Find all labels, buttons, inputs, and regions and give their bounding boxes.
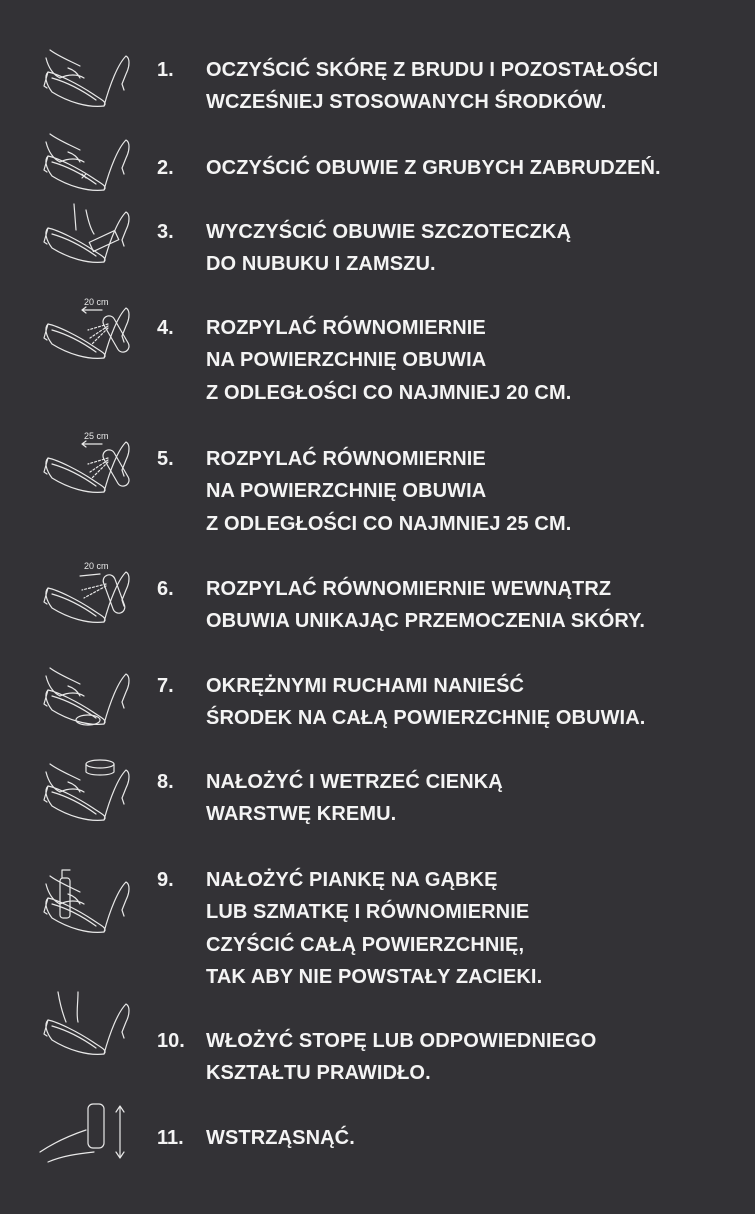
step-text (206, 152, 661, 184)
step-text-line: NAŁOŻYĆ PIANKĘ NA GĄBKĘ (206, 869, 498, 891)
step-text-line: Z ODLEGŁOŚCI CO NAJMNIEJ 25 CM. (206, 512, 572, 535)
step-text (206, 1025, 596, 1090)
step-text-line: NA POWIERZCHNIĘ OBUWIA (206, 349, 487, 372)
step-text-line: WARSTWĘ KREMU. (206, 803, 397, 826)
foot-in-shoe-icon (38, 992, 138, 1064)
foam-shoe-icon (38, 870, 138, 942)
step-text (206, 312, 571, 409)
step-text-line: OKRĘŻNYMI RUCHAMI NANIEŚĆ (206, 675, 525, 697)
step-text (206, 443, 571, 540)
step-text-line: LUB SZMATKĘ I RÓWNOMIERNIE (206, 901, 530, 924)
distance-label: 25 cm (84, 431, 109, 441)
step-text-line: OCZYŚCIĆ SKÓRĘ Z BRUDU I POZOSTAŁOŚCI (206, 59, 659, 81)
step-text-line: OBUWIA UNIKAJĄC PRZEMOCZENIA SKÓRY. (206, 610, 646, 633)
step-number: 4. (157, 317, 174, 339)
circular-motion-shoe-icon (38, 662, 138, 734)
brush-shoe-icon (38, 200, 138, 272)
step-text (206, 766, 503, 831)
step-text-line: NA POWIERZCHNIĘ OBUWIA (206, 480, 487, 503)
step-text-line: WSTRZĄSNĄĆ. (206, 1127, 355, 1149)
step-text-line: TAK ABY NIE POWSTAŁY ZACIEKI. (206, 965, 543, 988)
spray-shoe-icon (38, 430, 138, 502)
step-text-line: CZYŚCIĆ CAŁĄ POWIERZCHNIĘ, (206, 933, 525, 956)
step-text (206, 573, 645, 638)
step-text-line: WŁOŻYĆ STOPĘ LUB ODPOWIEDNIEGO (206, 1030, 597, 1052)
distance-label: 20 cm (84, 561, 109, 571)
step-text-line: WYCZYŚCIĆ OBUWIE SZCZOTECZKĄ (206, 221, 572, 243)
step-text-line: NAŁOŻYĆ I WETRZEĆ CIENKĄ (206, 771, 503, 793)
step-number: 6. (157, 578, 174, 600)
step-number: 3. (157, 221, 174, 243)
step-text-line: ROZPYLAĆ RÓWNOMIERNIE (206, 317, 486, 339)
step-number: 11. (157, 1127, 184, 1149)
step-text-line: OCZYŚCIĆ OBUWIE Z GRUBYCH ZABRUDZEŃ. (206, 157, 661, 179)
step-text (206, 864, 542, 993)
step-text-line: ŚRODEK NA CAŁĄ POWIERZCHNIĘ OBUWIA. (206, 707, 646, 730)
step-number: 10. (157, 1030, 185, 1052)
step-text-line: KSZTAŁTU PRAWIDŁO. (206, 1062, 431, 1085)
step-text-line: WCZEŚNIEJ STOSOWANYCH ŚRODKÓW. (206, 91, 607, 114)
spray-inside-shoe-icon (38, 560, 138, 632)
step-text-line: Z ODLEGŁOŚCI CO NAJMNIEJ 20 CM. (206, 381, 572, 404)
shake-can-icon (38, 1100, 138, 1172)
step-number: 2. (157, 157, 174, 179)
step-number: 7. (157, 675, 174, 697)
step-text (206, 670, 645, 735)
step-text (206, 1122, 355, 1154)
step-text (206, 216, 571, 281)
cream-shoe-icon (38, 758, 138, 830)
step-number: 9. (157, 869, 174, 891)
distance-label: 20 cm (84, 297, 109, 307)
step-number: 5. (157, 448, 174, 470)
step-text (206, 54, 658, 119)
step-number: 1. (157, 59, 174, 81)
hand-wiping-shoe-icon (38, 44, 138, 116)
step-number: 8. (157, 771, 174, 793)
spray-shoe-icon (38, 296, 138, 368)
step-text-line: DO NUBUKU I ZAMSZU. (206, 253, 436, 276)
hand-cleaning-shoe-icon (38, 128, 138, 200)
step-text-line: ROZPYLAĆ RÓWNOMIERNIE WEWNĄTRZ (206, 578, 612, 600)
step-text-line: ROZPYLAĆ RÓWNOMIERNIE (206, 448, 486, 470)
